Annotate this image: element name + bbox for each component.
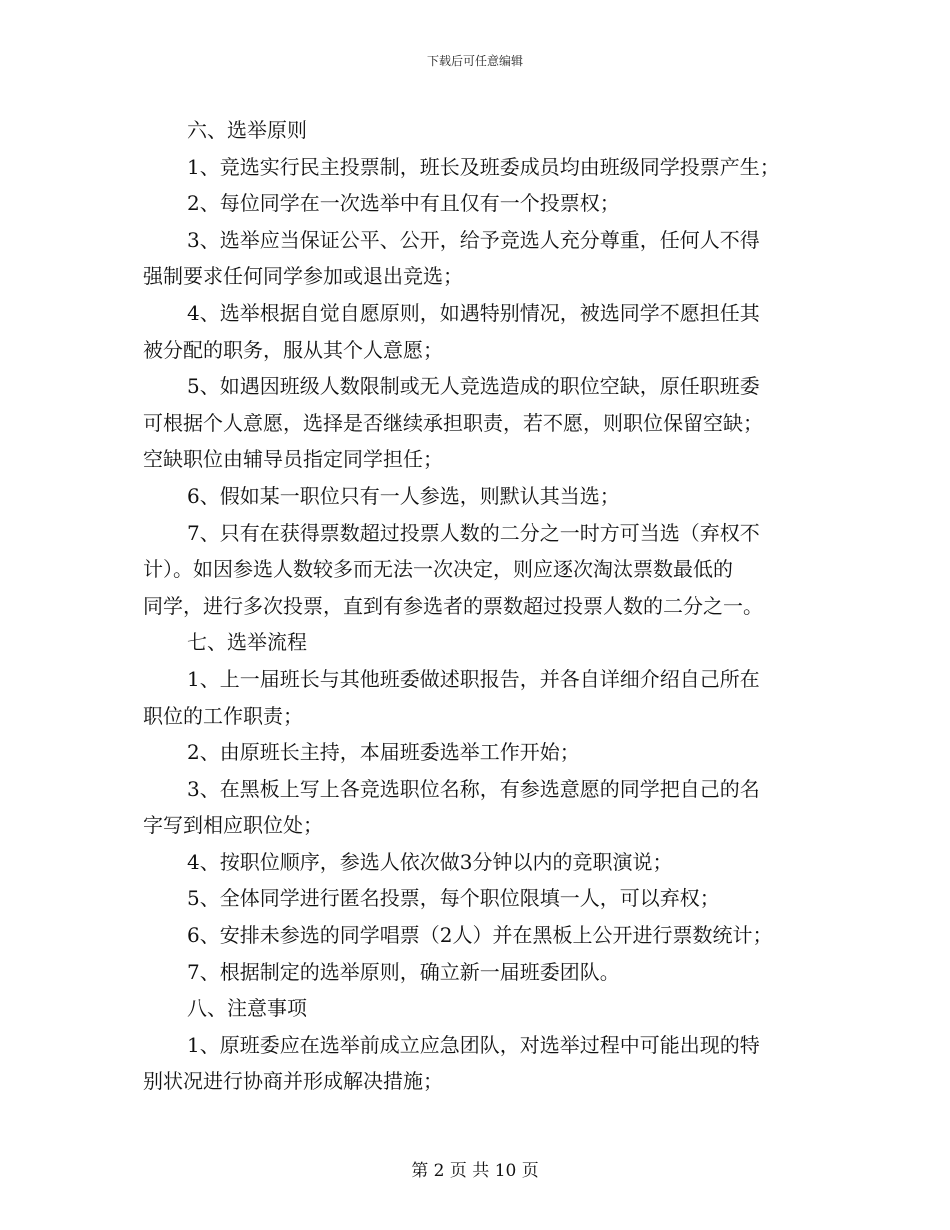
paragraph-line: 3、选举应当保证公平、公开，给予竞选人充分尊重，任何人不得 <box>187 227 760 252</box>
paragraph-line: 可根据个人意愿，选择是否继续承担职责，若不愿，则职位保留空缺； <box>143 410 763 435</box>
paragraph-line: 计）。如因参选人数较多而无法一次决定，则应逐次淘汰票数最低的 <box>143 557 733 582</box>
paragraph-line: 被分配的职务，服从其个人意愿； <box>143 337 443 362</box>
paragraph-line: 1、上一届班长与其他班委做述职报告，并各自详细介绍自己所在 <box>187 666 760 691</box>
paragraph-line: 同学，进行多次投票，直到有参选者的票数超过投票人数的二分之一。 <box>143 593 763 618</box>
paragraph-line: 字写到相应职位处； <box>143 813 323 838</box>
paragraph-line: 6、假如某一职位只有一人参选，则默认其当选； <box>187 483 620 508</box>
page-header: 下载后可任意编辑 <box>426 54 523 68</box>
paragraph-line: 空缺职位由辅导员指定同学担任； <box>143 447 443 472</box>
paragraph-line: 2、由原班长主持，本届班委选举工作开始； <box>187 740 580 765</box>
paragraph-line: 5、全体同学进行匿名投票，每个职位限填一人，可以弃权； <box>187 886 720 911</box>
section-heading: 七、选举流程 <box>187 630 307 655</box>
paragraph-line: 7、根据制定的选举原则，确立新一届班委团队。 <box>187 959 620 984</box>
paragraph-line: 7、只有在获得票数超过投票人数的二分之一时方可当选（弃权不 <box>187 520 760 545</box>
paragraph-line: 2、每位同学在一次选举中有且仅有一个投票权； <box>187 191 620 216</box>
paragraph-line: 别状况进行协商并形成解决措施； <box>143 1069 443 1094</box>
paragraph-line: 职位的工作职责； <box>143 703 303 728</box>
paragraph-line: 3、在黑板上写上各竞选职位名称，有参选意愿的同学把自己的名 <box>187 776 760 801</box>
paragraph-line: 4、选举根据自觉自愿原则，如遇特别情况，被选同学不愿担任其 <box>187 300 760 325</box>
paragraph-line: 5、如遇因班级人数限制或无人竞选造成的职位空缺，原任职班委 <box>187 374 760 399</box>
section-heading: 六、选举原则 <box>187 118 307 142</box>
paragraph-line: 4、按职位顺序，参选人依次做3分钟以内的竞职演说； <box>187 849 673 874</box>
page-number-footer: 第 2 页 共 10 页 <box>411 1161 539 1181</box>
paragraph-line: 1、原班委应在选举前成立应急团队，对选举过程中可能出现的特 <box>187 1032 760 1057</box>
paragraph-line: 6、安排未参选的同学唱票（2人）并在黑板上公开进行票数统计； <box>187 923 773 948</box>
section-heading: 八、注意事项 <box>187 996 307 1021</box>
paragraph-line: 1、竞选实行民主投票制，班长及班委成员均由班级同学投票产生； <box>187 154 780 179</box>
paragraph-line: 强制要求任何同学参加或退出竞选； <box>143 264 463 289</box>
document-body <box>143 112 815 1100</box>
